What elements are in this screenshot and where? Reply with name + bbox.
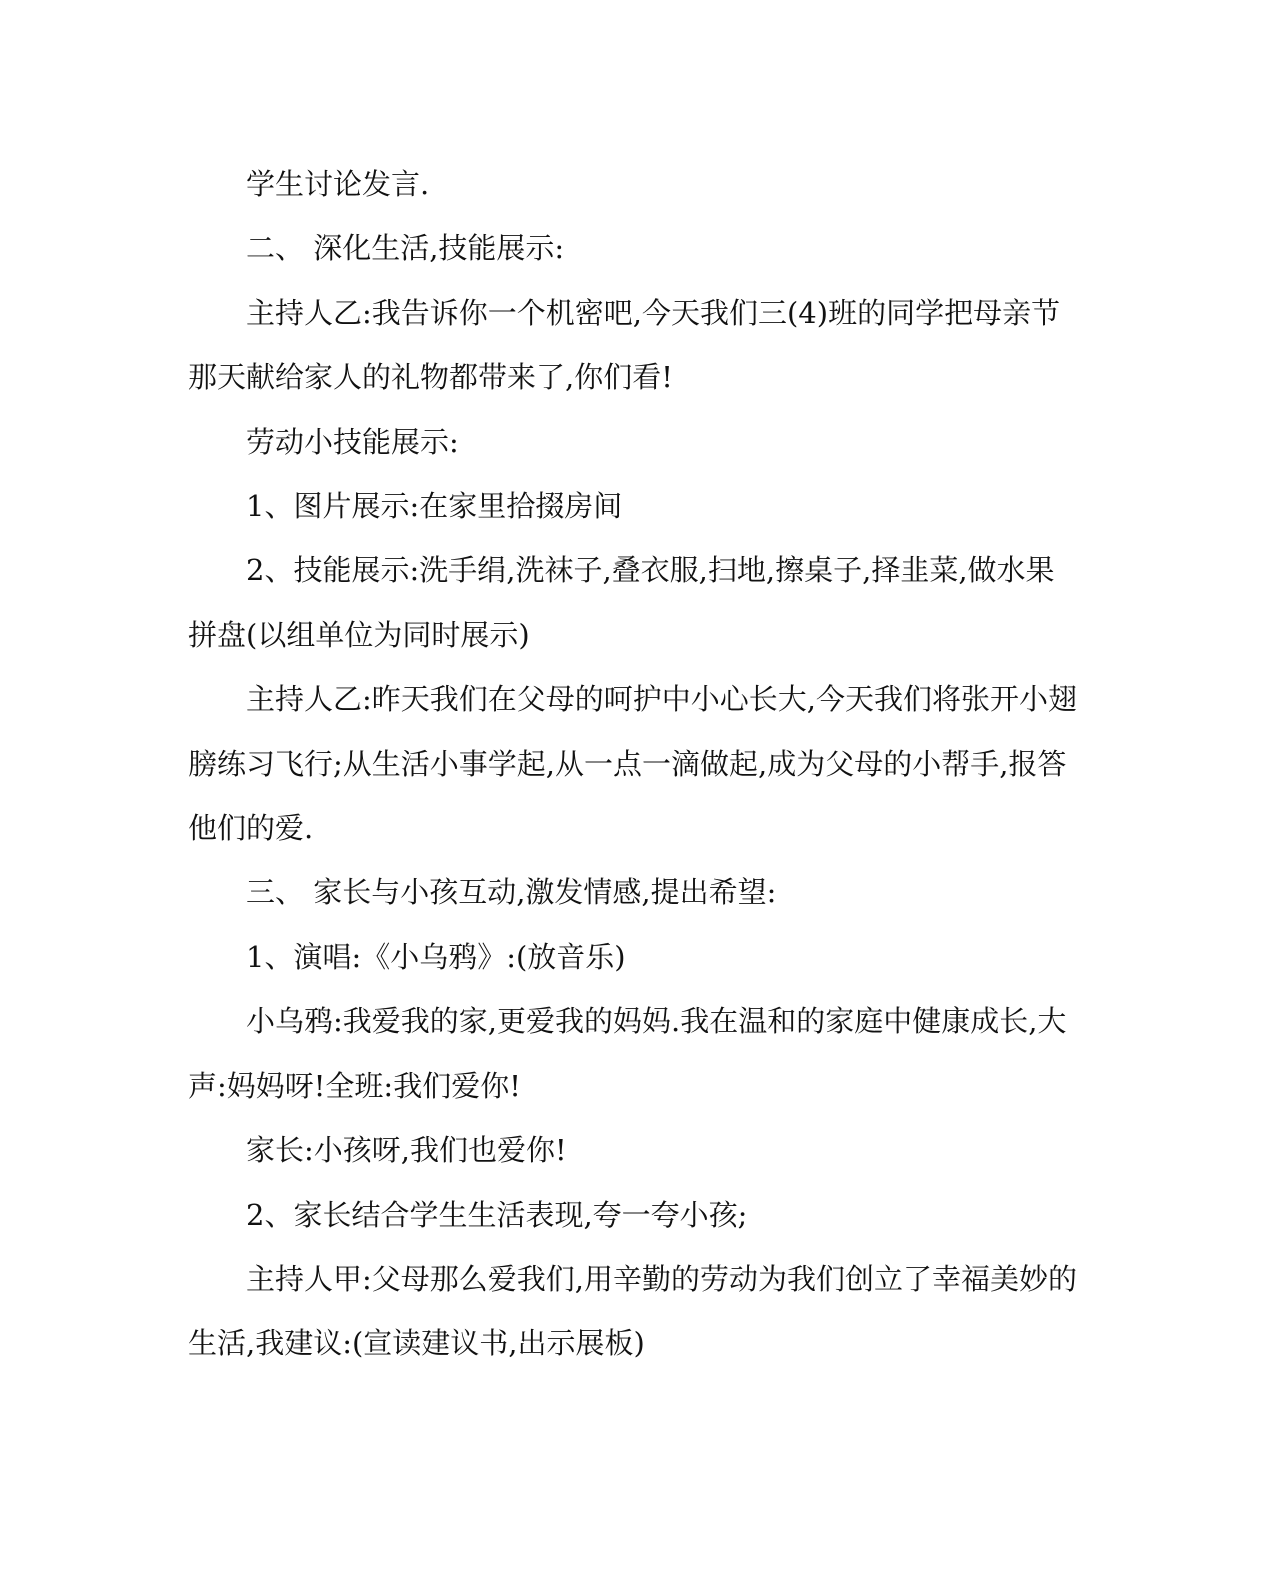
paragraph-text: 学生讨论发言.	[246, 167, 430, 201]
paragraph-text: 主持人甲:父母那么爱我们,用辛勤的劳动为我们创立了幸福美妙的生活,我建议:(宣读建议书,出示展板)	[188, 1261, 1077, 1361]
paragraph-host-b-secret	[188, 281, 1078, 410]
paragraph-text: 主持人乙:昨天我们在父母的呵护中小心长大,今天我们将张开小翅膀练习飞行;从生活小事学起,从一点一滴做起,成为父母的小帮手,报答他们的爱.	[188, 682, 1077, 846]
section-heading-2	[188, 216, 1078, 280]
list-item-1	[188, 474, 1078, 538]
paragraph-text: 主持人乙:我告诉你一个机密吧,今天我们三(4)班的同学把母亲节那天献给家人的礼物都带来了,你们看!	[188, 295, 1061, 395]
document-body	[188, 152, 1078, 1376]
paragraph-text: 1、图片展示:在家里拾掇房间	[246, 489, 623, 524]
list-item-2	[188, 538, 1078, 667]
paragraph-text: 小乌鸦:我爱我的家,更爱我的妈妈.我在温和的家庭中健康成长,大声:妈妈呀!全班:我们爱你!	[188, 1004, 1067, 1103]
paragraph-text: 家长:小孩呀,我们也爱你!	[246, 1133, 567, 1168]
list-item-praise	[188, 1183, 1078, 1247]
paragraph-text: 三、 家长与小孩互动,激发情感,提出希望:	[246, 875, 777, 910]
paragraph-discussion	[188, 152, 1078, 216]
paragraph-host-b-fly	[188, 667, 1078, 860]
paragraph-text: 2、技能展示:洗手绢,洗袜子,叠衣服,扫地,擦桌子,择韭菜,做水果拼盘(以组单位为同时展示)	[188, 553, 1055, 652]
paragraph-parents	[188, 1118, 1078, 1182]
paragraph-text: 二、 深化生活,技能展示:	[246, 231, 565, 266]
paragraph-host-a-proposal	[188, 1247, 1078, 1376]
paragraph-text: 1、演唱:《小乌鸦》:(放音乐)	[246, 939, 626, 974]
paragraph-little-crow	[188, 989, 1078, 1118]
list-item-sing	[188, 925, 1078, 989]
paragraph-text: 劳动小技能展示:	[246, 424, 459, 459]
section-heading-3	[188, 860, 1078, 924]
paragraph-text: 2、家长结合学生生活表现,夸一夸小孩;	[246, 1197, 748, 1232]
paragraph-skills-title	[188, 410, 1078, 474]
